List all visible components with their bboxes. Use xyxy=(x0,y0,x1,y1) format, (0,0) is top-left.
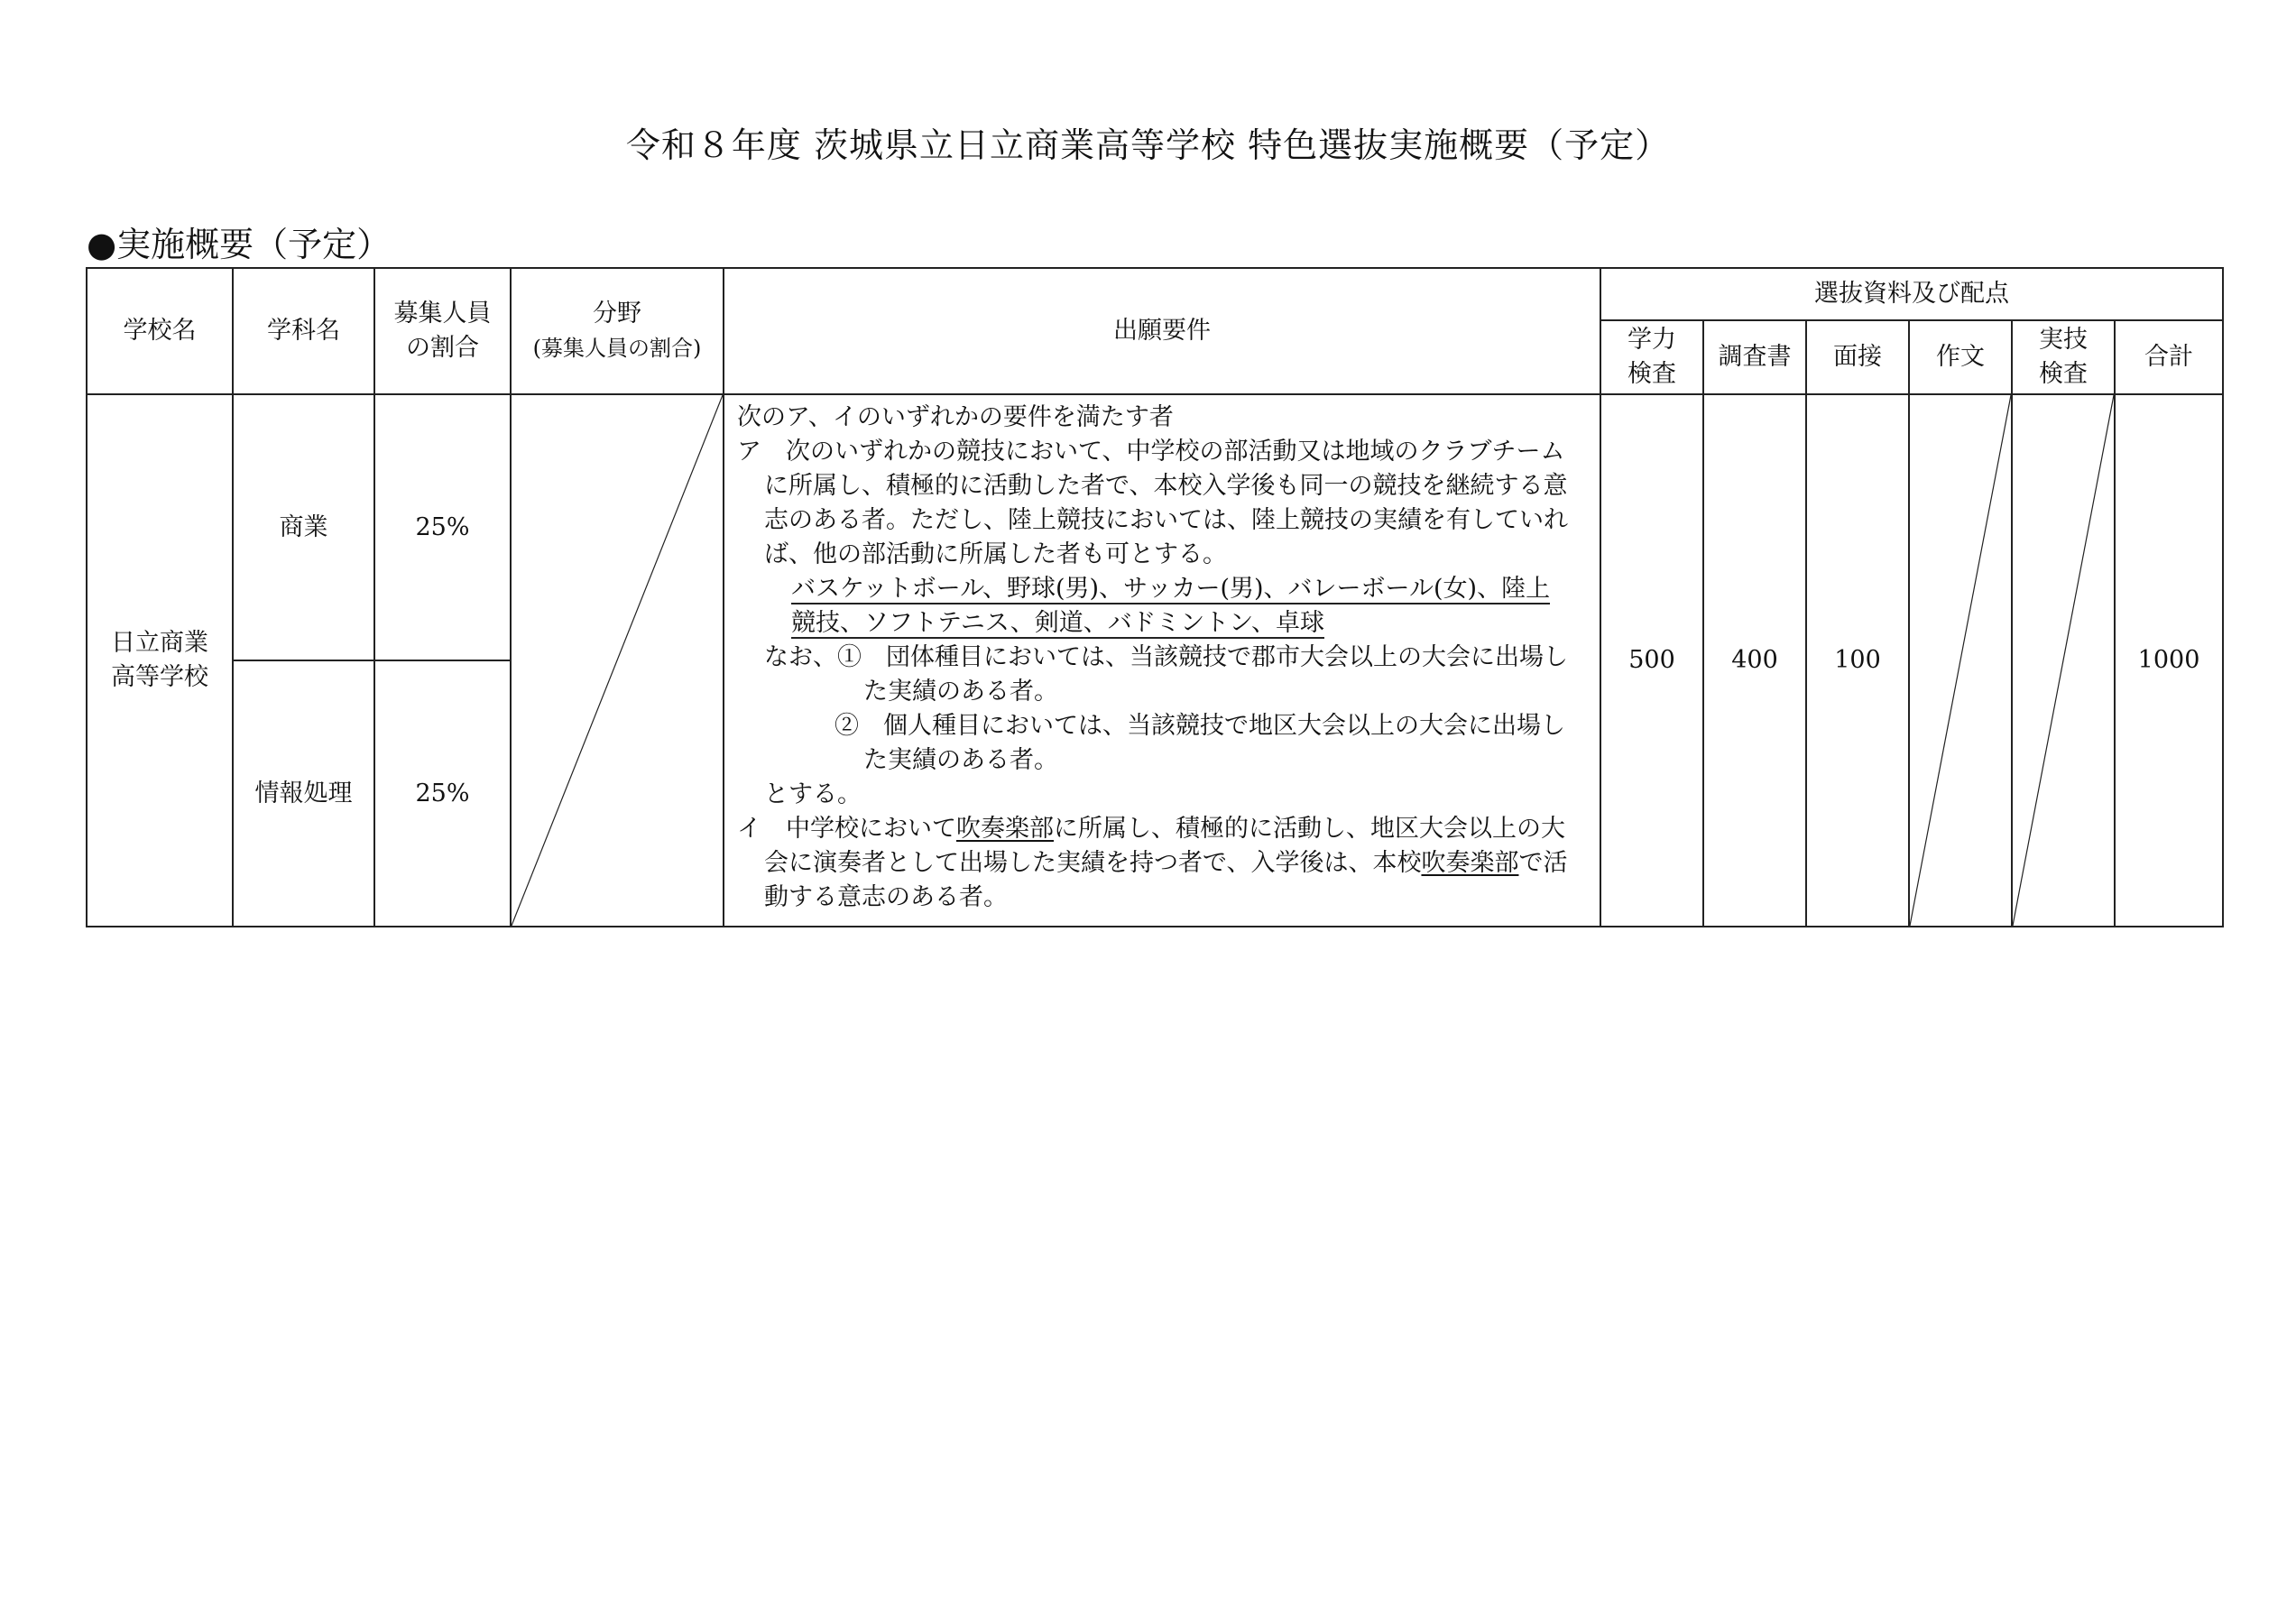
req-text: で活 xyxy=(1518,849,1568,877)
school-name-line2: 高等学校 xyxy=(111,663,208,691)
req-line: 次のア、イのいずれかの要件を満たす者 xyxy=(737,403,1174,431)
field-cell-empty xyxy=(511,394,724,927)
school-name-cell xyxy=(87,394,233,927)
selection-table xyxy=(86,267,2224,927)
requirements-cell xyxy=(724,394,1600,927)
req-text: に所属し、積極的に活動し、地区大会以上の大 xyxy=(1054,815,1565,843)
score-report: 400 xyxy=(1703,394,1806,927)
header-requirements: 出願要件 xyxy=(724,268,1600,394)
department-info-processing: 情報処理 xyxy=(233,660,374,927)
header-school-name: 学校名 xyxy=(87,268,233,394)
req-line: 志のある者。ただし、陸上競技においては、陸上競技の実績を有していれ xyxy=(764,506,1568,534)
header-academic-line1: 学力 xyxy=(1627,326,1676,354)
req-line: ア 次のいずれかの競技において、中学校の部活動又は地域のクラブチーム xyxy=(737,438,1565,466)
req-line: た実績のある者。 xyxy=(863,746,1058,774)
req-line: とする。 xyxy=(764,780,862,808)
header-ratio-line1: 募集人員 xyxy=(393,300,492,328)
header-report: 調査書 xyxy=(1703,320,1806,394)
header-essay: 作文 xyxy=(1909,320,2012,394)
header-field-line1: 分野 xyxy=(593,300,641,328)
header-interview: 面接 xyxy=(1806,320,1909,394)
req-line: ば、他の部活動に所属した者も可とする。 xyxy=(764,540,1227,568)
req-line: ② 個人種目においては、当該競技で地区大会以上の大会に出場し xyxy=(834,712,1565,740)
header-practical xyxy=(2012,320,2115,394)
sports-list-line1: バスケットボール、野球(男)、サッカー(男)、バレーボール(女)、陸上 xyxy=(791,575,1551,603)
req-line: に所属し、積極的に活動した者で、本校入学後も同一の競技を継続する意 xyxy=(764,472,1568,500)
header-selection-group: 選抜資料及び配点 xyxy=(1600,268,2223,320)
header-field xyxy=(511,268,724,394)
score-practical-empty xyxy=(2012,394,2115,927)
diagonal-slash xyxy=(1910,395,2011,926)
header-academic-line2: 検査 xyxy=(1627,360,1676,388)
ratio-commerce: 25% xyxy=(374,394,511,660)
score-essay-empty xyxy=(1909,394,2012,927)
section-heading: ●実施概要（予定） xyxy=(87,225,392,264)
score-academic: 500 xyxy=(1600,394,1703,927)
req-line: た実績のある者。 xyxy=(863,678,1058,706)
ratio-info-processing: 25% xyxy=(374,660,511,927)
brass-band-underlined: 吹奏楽部 xyxy=(956,815,1054,843)
header-academic xyxy=(1600,320,1703,394)
req-text: イ 中学校において xyxy=(737,815,956,843)
header-department: 学科名 xyxy=(233,268,374,394)
diagonal-slash xyxy=(512,395,723,926)
score-interview: 100 xyxy=(1806,394,1909,927)
score-total: 1000 xyxy=(2115,394,2223,927)
department-commerce: 商業 xyxy=(233,394,374,660)
req-line xyxy=(737,846,1589,881)
req-line xyxy=(737,812,1589,846)
brass-band-underlined: 吹奏楽部 xyxy=(1421,849,1519,877)
req-text: 会に演奏者として出場した実績を持つ者で、入学後は、本校 xyxy=(764,849,1422,877)
document-title: 令和８年度 茨城県立日立商業高等学校 特色選抜実施概要（予定） xyxy=(625,125,1671,165)
req-line: 動する意志のある者。 xyxy=(764,883,1008,911)
sports-list-line2: 競技、ソフトテニス、剣道、バドミントン、卓球 xyxy=(791,609,1325,637)
header-field-line2: (募集人員の割合) xyxy=(532,336,702,361)
header-ratio xyxy=(374,268,511,394)
req-line: なお、① 団体種目においては、当該競技で郡市大会以上の大会に出場し xyxy=(764,643,1568,671)
school-name-line1: 日立商業 xyxy=(111,629,208,657)
header-total: 合計 xyxy=(2115,320,2223,394)
header-practical-line2: 検査 xyxy=(2039,360,2088,388)
diagonal-slash xyxy=(2013,395,2114,926)
header-ratio-line2: の割合 xyxy=(406,334,479,362)
header-practical-line1: 実技 xyxy=(2039,326,2088,354)
